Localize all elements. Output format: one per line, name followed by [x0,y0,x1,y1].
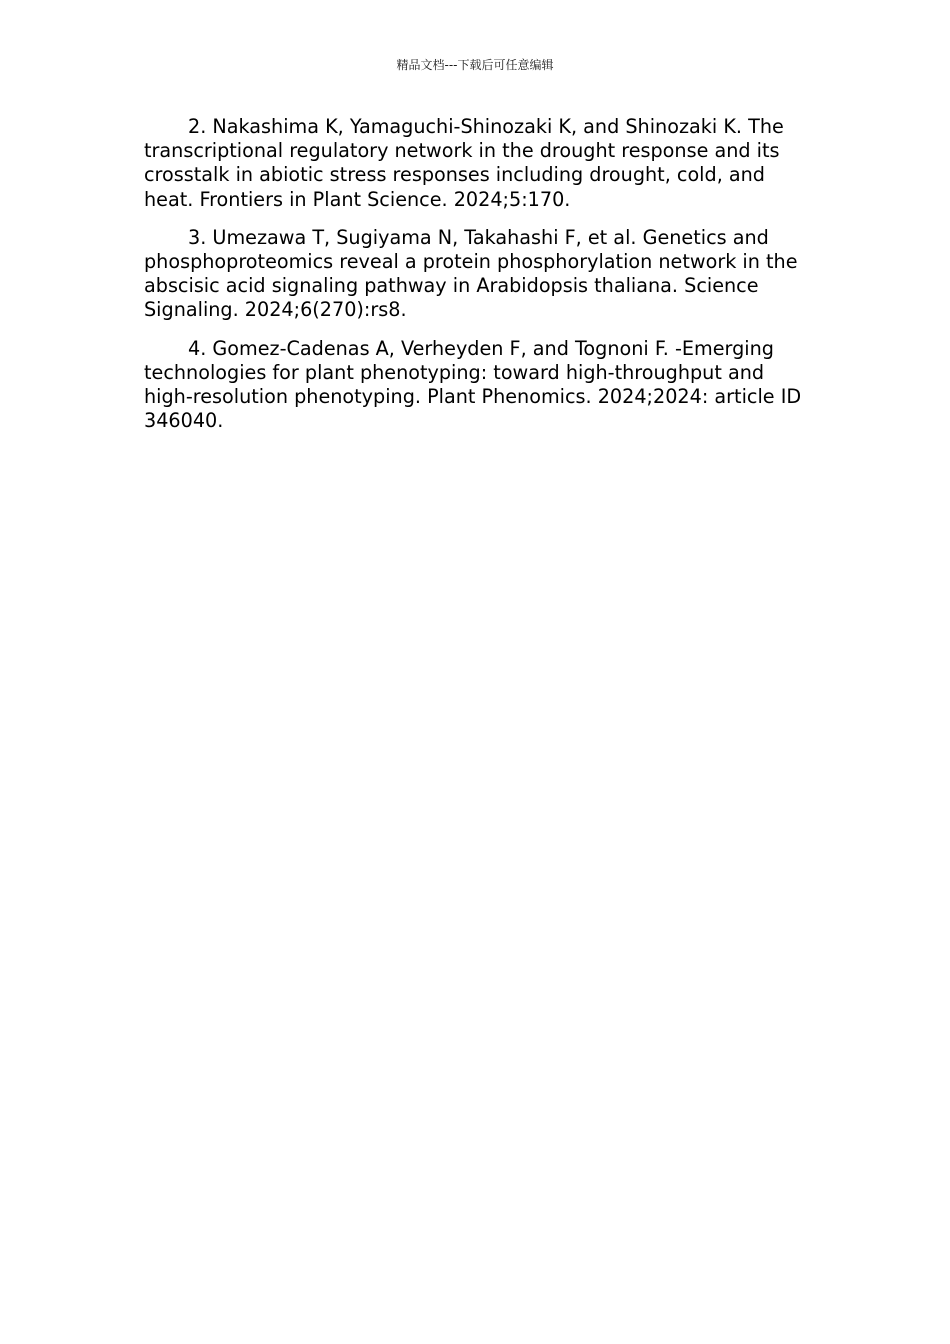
reference-item: 4. Gomez-Cadenas A, Verheyden F, and Tognoni F. -Emerging technologies for plant phenotyping: toward high-throughput and high-resolution phenotyping. Plant Phenomics. 2024;2024: article ID 346040. [144,336,802,433]
page-header: 精品文档---下载后可任意编辑 [396,58,554,72]
reference-item: 2. Nakashima K, Yamaguchi-Shinozaki K, and Shinozaki K. The transcriptional regulatory network in the drought response and its crosstalk in abiotic stress responses including drought, cold, and heat. Frontiers in Plant Science. 2024;5:170. [144,115,784,211]
reference-list [144,115,812,447]
reference-item: 3. Umezawa T, Sugiyama N, Takahashi F, et al. Genetics and phosphoproteomics reveal a protein phosphorylation network in the abscisic acid signaling pathway in Arabidopsis thaliana. Science Signaling. 2024;6(270):rs8. [144,225,798,322]
